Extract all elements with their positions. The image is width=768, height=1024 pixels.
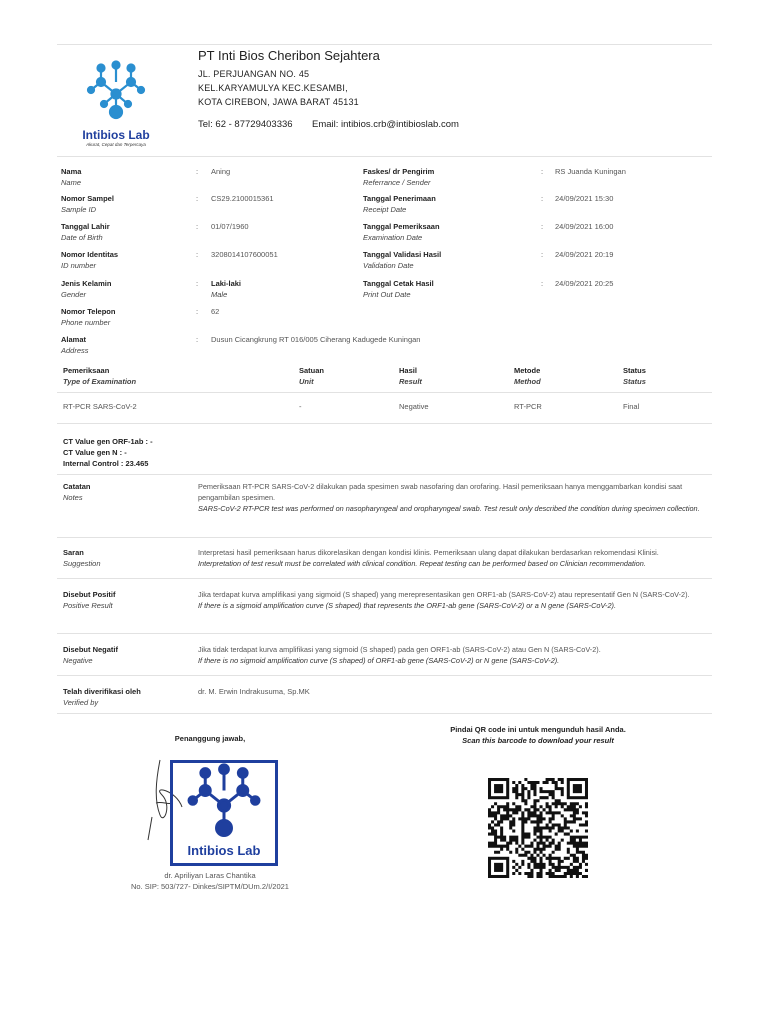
- logo-tagline: Akurat, Cepat dan Terpercaya: [86, 142, 146, 147]
- address-sub: Address: [61, 346, 89, 355]
- gender-value: Laki-laki: [211, 279, 242, 288]
- id-label: Nomor Identitas: [61, 250, 119, 259]
- col-status: Status: [623, 366, 646, 375]
- qr-text-id: Pindai QR code ini untuk mengunduh hasil Anda.: [450, 725, 626, 734]
- negative-label: Disebut Negatif: [63, 645, 119, 654]
- sender-label: Faskes/ dr Pengirim: [363, 167, 435, 176]
- logo-text: Intibios Lab: [82, 128, 150, 142]
- col-exam: Pemeriksaan: [63, 366, 110, 375]
- lab-address-1: JL. PERJUANGAN NO. 45: [198, 69, 310, 79]
- stamp-molecule-icon: [173, 763, 275, 843]
- col-result: Hasil: [399, 366, 417, 375]
- gender-value-sub: Male: [211, 290, 228, 299]
- name-label: Nama: [61, 167, 82, 176]
- signer-name: dr. Apriliyan Laras Chantika: [164, 871, 256, 880]
- dob-label: Tanggal Lahir: [61, 222, 110, 231]
- lab-address-2: KEL.KARYAMULYA KEC.KESAMBI,: [198, 83, 348, 93]
- receipt-sub: Receipt Date: [363, 205, 407, 214]
- name-sub: Name: [61, 178, 82, 187]
- validation-value: 24/09/2021 20:19: [555, 250, 614, 259]
- gender-label: Jenis Kelamin: [61, 279, 112, 288]
- receipt-label: Tanggal Penerimaan: [363, 194, 436, 203]
- print-label: Tanggal Cetak Hasil: [363, 279, 434, 288]
- phone-sub: Phone number: [61, 318, 111, 327]
- sender-sub: Referrance / Sender: [363, 178, 431, 187]
- phone-value: 62: [211, 307, 220, 316]
- lab-tel: Tel: 62 - 87729403336: [198, 119, 293, 130]
- exam-date-sub: Examination Date: [363, 233, 423, 242]
- gender-sub: Gender: [61, 290, 87, 299]
- qr-text-en: Scan this barcode to download your result: [462, 736, 614, 745]
- lab-email: Email: intibios.crb@intibioslab.com: [312, 119, 459, 130]
- stamp-text: Intibios Lab: [187, 843, 261, 858]
- lab-name: PT Inti Bios Cheribon Sejahtera: [198, 48, 380, 63]
- dob-value: 01/07/1960: [211, 222, 249, 231]
- suggestion-text: Interpretasi hasil pemeriksaan harus dikorelasikan dengan kondisi klinis. Pemeriksaan ulang dapat dilakukan berdasarkan rekomendasi Klinisi. Interpretation of test result must be correlated with clinical condition. Repeat testing can be performed based on Clinician recommendation.: [198, 548, 659, 568]
- notes-label: Catatan: [63, 482, 91, 491]
- validation-label: Tanggal Validasi Hasil: [363, 250, 442, 259]
- receipt-value: 24/09/2021 15:30: [555, 194, 614, 203]
- col-method: Metode: [514, 366, 541, 375]
- sample-sub: Sample ID: [61, 205, 97, 214]
- sample-label: Nomor Sampel: [61, 194, 114, 203]
- id-sub: ID number: [61, 261, 97, 270]
- positive-text: Jika terdapat kurva amplifikasi yang sigmoid (S shaped) yang merepresentasikan gen ORF1-ab (SARS-CoV-2) atau representatif Gen N (SARS-CoV-2). If there is a sigmoid amplification curve (S shaped) that represents the ORF1-ab gene (SARS-CoV-2) or a N gene (SARS-CoV-2).: [198, 590, 690, 610]
- table-row: RT-PCR SARS-CoV-2: [63, 402, 137, 411]
- address-value: Dusun Cicangkrung RT 016/005 Ciherang Kadugede Kuningan: [211, 335, 421, 344]
- dob-sub: Date of Birth: [61, 233, 103, 242]
- phone-label: Nomor Telepon: [61, 307, 116, 316]
- ct-values: CT Value gen ORF-1ab : - CT Value gen N : - Internal Control : 23.465: [63, 437, 153, 468]
- name-value: Aning: [211, 167, 231, 176]
- lab-logo: [76, 60, 156, 147]
- exam-date-value: 24/09/2021 16:00: [555, 222, 614, 231]
- id-value: 3208014107600051: [211, 250, 278, 259]
- positive-label: Disebut Positif: [63, 590, 116, 599]
- address-label: Alamat: [61, 335, 87, 344]
- verified-value: dr. M. Erwin Indrakusuma, Sp.MK: [198, 687, 310, 696]
- sender-value: RS Juanda Kuningan: [555, 167, 626, 176]
- negative-text: Jika tidak terdapat kurva amplifikasi yang sigmoid (S shaped) pada gen ORF1-ab (SARS-CoV-2) atau Gen N (SARS-CoV-2). If there is no sigmoid amplification curve (S shaped) of ORF1-ab gene (SARS-CoV-2) or N gene (SARS-CoV-2).: [198, 645, 601, 665]
- lab-address-3: KOTA CIREBON, JAWA BARAT 45131: [198, 97, 359, 107]
- col-unit: Satuan: [299, 366, 325, 375]
- print-sub: Print Out Date: [363, 290, 411, 299]
- molecule-icon: [76, 60, 156, 124]
- sample-value: CS29.2100015361: [211, 194, 274, 203]
- verified-label: Telah diverifikasi oleh: [63, 687, 141, 696]
- qr-code[interactable]: [488, 778, 588, 878]
- lab-stamp: [170, 760, 278, 866]
- exam-date-label: Tanggal Pemeriksaan: [363, 222, 440, 231]
- print-value: 24/09/2021 20:25: [555, 279, 614, 288]
- signature-title: Penanggung jawab,: [174, 734, 246, 743]
- signer-sip: No. SIP: 503/727- Dinkes/SIPTM/DUm.2/I/2021: [131, 882, 289, 891]
- validation-sub: Validation Date: [363, 261, 414, 270]
- suggestion-label: Saran: [63, 548, 84, 557]
- notes-text: Pemeriksaan RT-PCR SARS-CoV-2 dilakukan pada spesimen swab nasofaring dan orofaring. Hasil pemeriksaan hanya menggambarkan kondisi saat pengambilan spesimen. SARS-CoV-2 RT-PCR test was performed on nasopharyngeal and oropharyngeal swab. Test result only described the condition during specimen collection.: [198, 482, 700, 513]
